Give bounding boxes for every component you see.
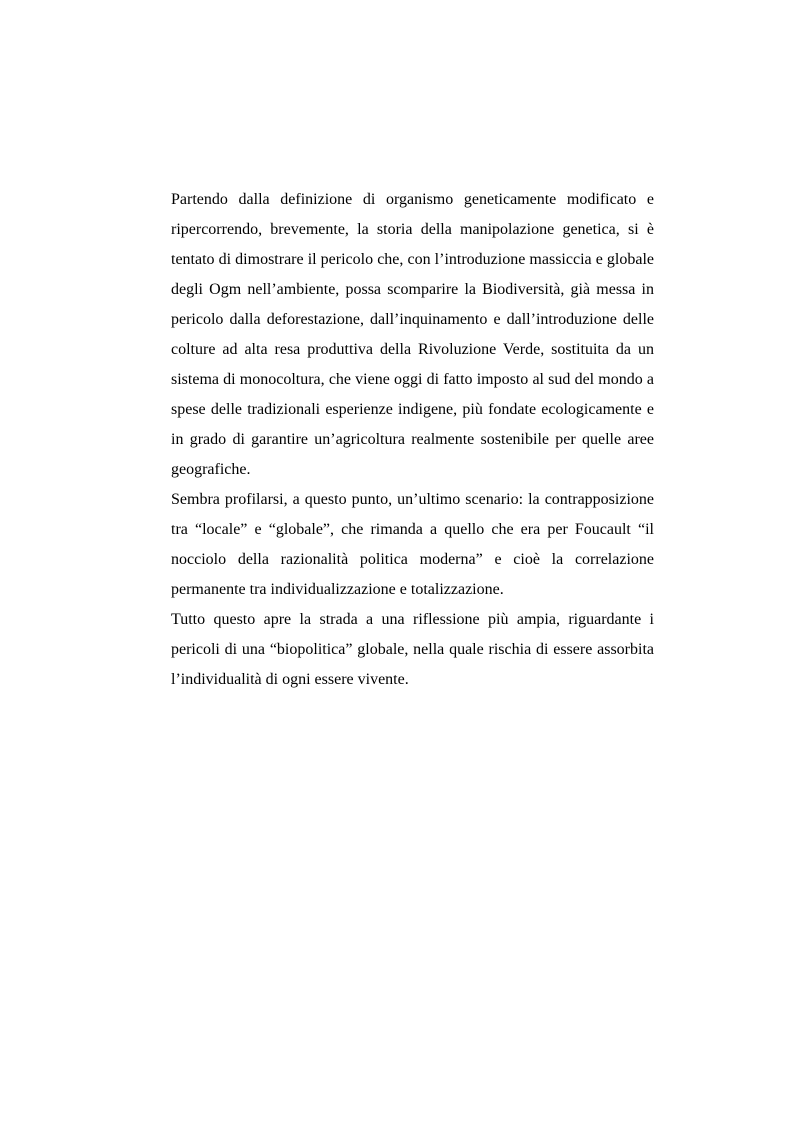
paragraph-1: Partendo dalla definizione di organismo geneticamente modificato e ripercorrendo, brevemente, la storia della manipolazione genetica, si è tentato di dimostrare il pericolo che, con l’introduzione massiccia e globale degli Ogm nell’ambiente, possa scomparire la Biodiversità, già messa in pericolo dalla deforestazione, dall’inquinamento e dall’introduzione delle colture ad alta resa produttiva della Rivoluzione Verde, sostituita da un sistema di monocoltura, che viene oggi di fatto imposto al sud del mondo a spese delle tradizionali esperienze indigene, più fondate ecologicamente e in grado di garantire un’agricoltura realmente sostenibile per quelle aree geografiche.: [171, 191, 654, 478]
paragraph-3: Tutto questo apre la strada a una riflessione più ampia, riguardante i pericoli di una “biopolitica” globale, nella quale rischia di essere assorbita l’individualità di ogni essere vivente.: [171, 611, 654, 688]
body-text: [171, 185, 654, 695]
paragraph-2: Sembra profilarsi, a questo punto, un’ultimo scenario: la contrapposizione tra “locale” e “globale”, che rimanda a quello che era per Foucault “il nocciolo della razionalità politica moderna” e cioè la correlazione permanente tra individualizzazione e totalizzazione.: [171, 491, 654, 598]
